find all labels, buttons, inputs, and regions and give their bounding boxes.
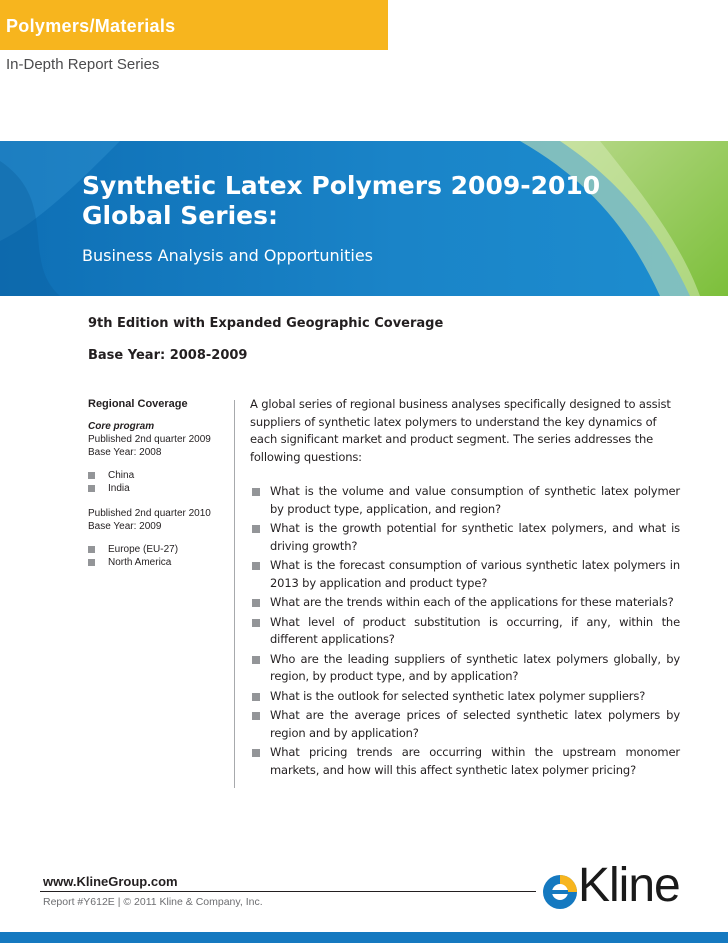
question-text: What is the forecast consumption of various synthetic latex polymers in 2013 by application and product type? [270,558,680,590]
bottom-accent-bar [0,932,728,943]
question-text: What is the growth potential for synthetic latex polymers, and what is driving growth? [270,521,680,553]
list-item [250,483,680,518]
bullet-square-icon [252,562,260,570]
group1-regions [88,469,228,495]
list-item [250,594,680,612]
group2-published: Published 2nd quarter 2010 [88,508,211,519]
title-banner [0,141,728,296]
region-label: China [108,470,135,481]
list-item [88,543,228,556]
group2-base-year: Base Year: 2009 [88,521,162,532]
list-item [250,614,680,649]
bullet-square-icon [252,525,260,533]
list-item [250,520,680,555]
bullet-square-icon [252,619,260,627]
intro-paragraph: A global series of regional business analyses specifically designed to assist suppliers of synthetic latex polymers to understand the key dynamics of each significant market and product segment. The series addresses the following questions: [250,397,671,464]
list-item [250,688,680,706]
series-label: In-Depth Report Series [6,56,160,73]
list-item [250,707,680,742]
question-text: What are the average prices of selected synthetic latex polymers by region and by application? [270,708,680,740]
list-item [250,557,680,592]
website-link[interactable]: www.KlineGroup.com [43,874,178,889]
bullet-square-icon [88,472,95,479]
question-text: What are the trends within each of the applications for these materials? [270,595,674,609]
bullet-square-icon [252,488,260,496]
report-title-line2: Global Series: [82,201,278,230]
base-year-heading: Base Year: 2008-2009 [88,348,248,363]
bullet-square-icon [252,712,260,720]
list-item [88,469,228,482]
edition-heading: 9th Edition with Expanded Geographic Coverage [88,316,444,331]
region-label: India [108,483,130,494]
footer-rule [40,891,536,892]
bullet-square-icon [88,546,95,553]
bullet-square-icon [252,749,260,757]
question-text: What pricing trends are occurring within the upstream monomer markets, and how will this affect synthetic latex polymer pricing? [270,745,680,777]
region-label: North America [108,557,172,568]
group2-regions [88,543,228,569]
column-divider [234,400,235,788]
report-title-line1: Synthetic Latex Polymers 2009-2010 [82,171,601,200]
group1-published: Published 2nd quarter 2009 [88,434,211,445]
regional-coverage-column [88,398,228,581]
questions-list [250,483,680,781]
list-item [250,651,680,686]
list-item [250,744,680,779]
region-label: Europe (EU-27) [108,544,179,555]
question-text: What level of product substitution is occurring, if any, within the different applications? [270,614,680,646]
bullet-square-icon [88,485,95,492]
bullet-square-icon [252,693,260,701]
question-text: Who are the leading suppliers of synthetic latex polymers globally, by region, by product type, and by application? [270,651,680,683]
group1-base-year: Base Year: 2008 [88,447,162,458]
category-label: Polymers/Materials [6,16,176,36]
regional-coverage-heading: Regional Coverage [88,398,188,410]
question-text: What is the volume and value consumption of synthetic latex polymer by product type, application, and region? [270,484,680,516]
list-item [88,556,228,569]
bullet-square-icon [252,656,260,664]
list-item [88,482,228,495]
bullet-square-icon [88,559,95,566]
core-program-label: Core program [88,421,155,432]
bullet-square-icon [252,599,260,607]
question-text: What is the outlook for selected synthetic latex polymer suppliers? [270,688,646,703]
report-number: Report #Y612E | © 2011 Kline & Company, Inc. [43,896,263,908]
kline-logo-text: Kline [578,859,680,912]
report-subtitle: Business Analysis and Opportunities [82,246,374,265]
